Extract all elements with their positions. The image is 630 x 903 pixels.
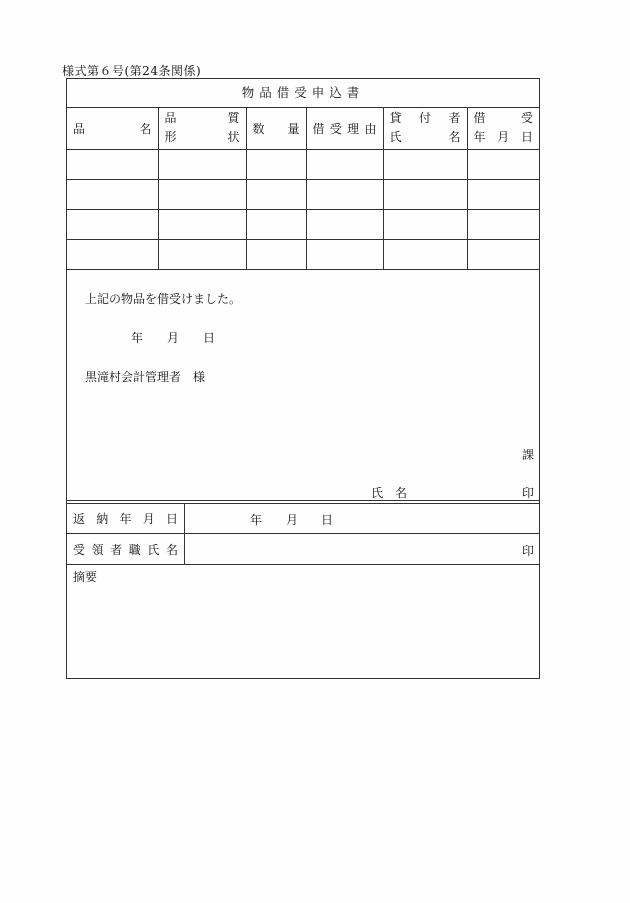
return-date-label: 返 納 年 月 日: [67, 503, 185, 533]
quality-shape-cell[interactable]: [158, 240, 246, 270]
item-name-cell[interactable]: [67, 240, 158, 270]
quality-shape-cell[interactable]: [158, 210, 246, 240]
declaration-date-day: 日: [203, 331, 216, 345]
item-name-cell[interactable]: [67, 180, 158, 210]
item-name-cell[interactable]: [67, 210, 158, 240]
lender-name-cell[interactable]: [383, 210, 467, 240]
quantity-cell[interactable]: [246, 180, 306, 210]
table-row: [67, 240, 539, 270]
form-title: 物品借受申込書: [67, 79, 539, 108]
return-date-year: 年: [250, 513, 263, 527]
table-header-row: [67, 107, 539, 150]
lender-name-cell[interactable]: [383, 150, 467, 180]
return-date-month: 月: [286, 513, 299, 527]
receiver-label: 受 領 者 職 氏 名: [67, 534, 185, 564]
header-quality-shape: 品 質 形 状: [158, 107, 246, 150]
loan-reason-cell[interactable]: [306, 150, 383, 180]
return-date-day: 日: [321, 513, 334, 527]
declaration-section: [67, 268, 539, 501]
table-row: [67, 210, 539, 240]
lender-name-cell[interactable]: [383, 240, 467, 270]
quantity-cell[interactable]: [246, 240, 306, 270]
applicant-seal-label: 印: [521, 486, 534, 500]
receiver-seal-label: 印: [521, 544, 534, 558]
header-lender-name: 貸 付 者 氏 名: [383, 107, 467, 150]
quality-shape-cell[interactable]: [158, 150, 246, 180]
declaration-statement: 上記の物品を借受けました。: [85, 292, 242, 306]
loan-date-cell[interactable]: [467, 180, 539, 210]
quality-shape-cell[interactable]: [158, 180, 246, 210]
quantity-cell[interactable]: [246, 210, 306, 240]
items-table: [67, 107, 539, 270]
lender-name-cell[interactable]: [383, 180, 467, 210]
loan-reason-cell[interactable]: [306, 210, 383, 240]
header-quantity: 数 量: [246, 107, 306, 150]
applicant-name-label: 氏 名: [371, 486, 408, 500]
item-name-cell[interactable]: [67, 150, 158, 180]
addressee: 黒滝村会計管理者 様: [85, 370, 206, 384]
declaration-date-year: 年: [131, 331, 144, 345]
table-row: [67, 180, 539, 210]
table-row: [67, 150, 539, 180]
declaration-date-month: 月: [167, 331, 180, 345]
header-loan-date: 借 受 年 月 日: [467, 107, 539, 150]
receiver-row: [67, 534, 539, 565]
loan-reason-cell[interactable]: [306, 180, 383, 210]
section-label: 課: [521, 448, 534, 462]
loan-date-cell[interactable]: [467, 150, 539, 180]
header-loan-reason: 借 受 理 由: [306, 107, 383, 150]
return-date-row: [67, 503, 539, 534]
header-item-name: 品 名: [67, 107, 158, 150]
loan-date-cell[interactable]: [467, 240, 539, 270]
loan-reason-cell[interactable]: [306, 240, 383, 270]
form-number: 様式第６号(第24条関係): [62, 64, 202, 78]
remarks-label: 摘要: [73, 570, 98, 584]
loan-date-cell[interactable]: [467, 210, 539, 240]
loan-application-form: [66, 78, 540, 679]
quantity-cell[interactable]: [246, 150, 306, 180]
